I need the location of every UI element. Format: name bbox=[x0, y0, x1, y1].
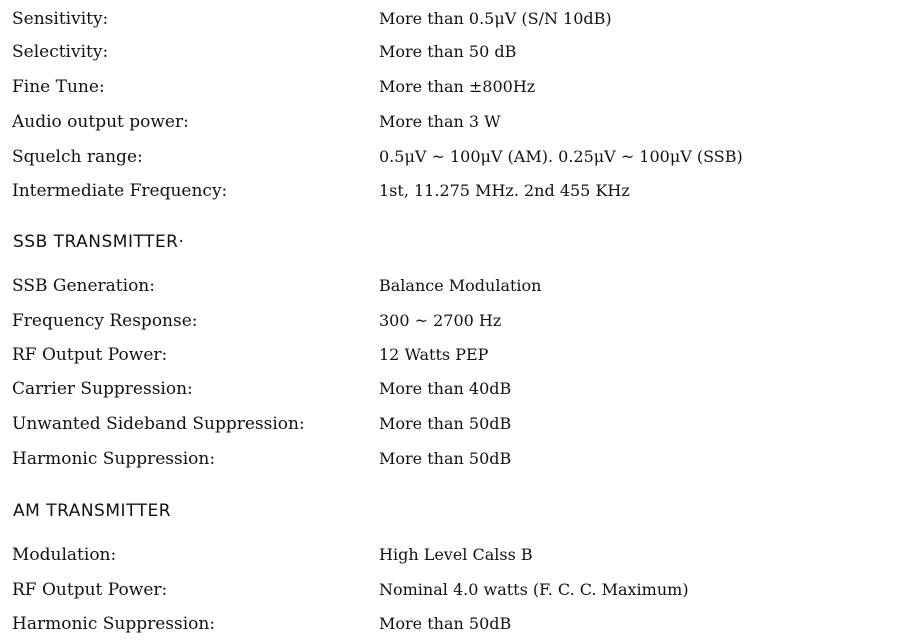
spec-label: Frequency Response: bbox=[12, 311, 198, 331]
section-heading-ssb: SSB TRANSMITTER· bbox=[13, 232, 185, 252]
spec-value: More than 50dB bbox=[379, 414, 512, 433]
spec-label: SSB Generation: bbox=[12, 276, 155, 296]
spec-label: Intermediate Frequency: bbox=[12, 181, 228, 201]
spec-value: Nominal 4.0 watts (F. C. C. Maximum) bbox=[379, 580, 689, 599]
spec-label: RF Output Power: bbox=[12, 580, 168, 600]
spec-row-ssb-generation bbox=[0, 271, 920, 301]
spec-row-sensitivity bbox=[0, 4, 920, 34]
spec-value: 1st, 11.275 MHz. 2nd 455 KHz bbox=[379, 181, 630, 200]
spec-value: More than 50dB bbox=[379, 614, 512, 633]
spec-value: More than 0.5μV (S/N 10dB) bbox=[379, 9, 612, 28]
spec-value: More than 50dB bbox=[379, 449, 512, 468]
section-heading-am: AM TRANSMITTER bbox=[13, 501, 172, 521]
spec-value: 12 Watts PEP bbox=[379, 345, 489, 364]
spec-label: Harmonic Suppression: bbox=[12, 614, 216, 634]
spec-label: Modulation: bbox=[12, 545, 117, 565]
spec-label: Harmonic Suppression: bbox=[12, 449, 216, 469]
spec-value: More than 50 dB bbox=[379, 42, 517, 61]
spec-row-squelch-range bbox=[0, 142, 920, 172]
spec-row-rf-output-power-am bbox=[0, 575, 920, 605]
spec-label: Selectivity: bbox=[12, 42, 109, 62]
spec-row-harmonic-suppression-ssb bbox=[0, 444, 920, 474]
spec-row-frequency-response bbox=[0, 306, 920, 336]
spec-row-audio-output bbox=[0, 107, 920, 137]
spec-row-rf-output-power-ssb bbox=[0, 340, 920, 370]
spec-value: More than ±800Hz bbox=[379, 77, 536, 96]
spec-row-harmonic-suppression-am bbox=[0, 609, 920, 639]
spec-value: High Level Calss B bbox=[379, 545, 533, 564]
spec-label: Squelch range: bbox=[12, 147, 143, 167]
spec-row-selectivity bbox=[0, 37, 920, 67]
spec-label: Unwanted Sideband Suppression: bbox=[12, 414, 305, 434]
spec-value: More than 40dB bbox=[379, 379, 512, 398]
spec-value: Balance Modulation bbox=[379, 276, 542, 295]
spec-label: Fine Tune: bbox=[12, 77, 105, 97]
spec-row-carrier-suppression bbox=[0, 374, 920, 404]
spec-label: Sensitivity: bbox=[12, 9, 109, 29]
spec-row-fine-tune bbox=[0, 72, 920, 102]
spec-row-modulation bbox=[0, 540, 920, 570]
spec-value: 300 ~ 2700 Hz bbox=[379, 311, 502, 330]
spec-value: 0.5μV ~ 100μV (AM). 0.25μV ~ 100μV (SSB) bbox=[379, 147, 743, 166]
spec-row-intermediate-frequency bbox=[0, 176, 920, 206]
spec-row-unwanted-sideband bbox=[0, 409, 920, 439]
spec-value: More than 3 W bbox=[379, 112, 501, 131]
spec-label: Audio output power: bbox=[12, 112, 189, 132]
spec-label: Carrier Suppression: bbox=[12, 379, 193, 399]
spec-label: RF Output Power: bbox=[12, 345, 168, 365]
